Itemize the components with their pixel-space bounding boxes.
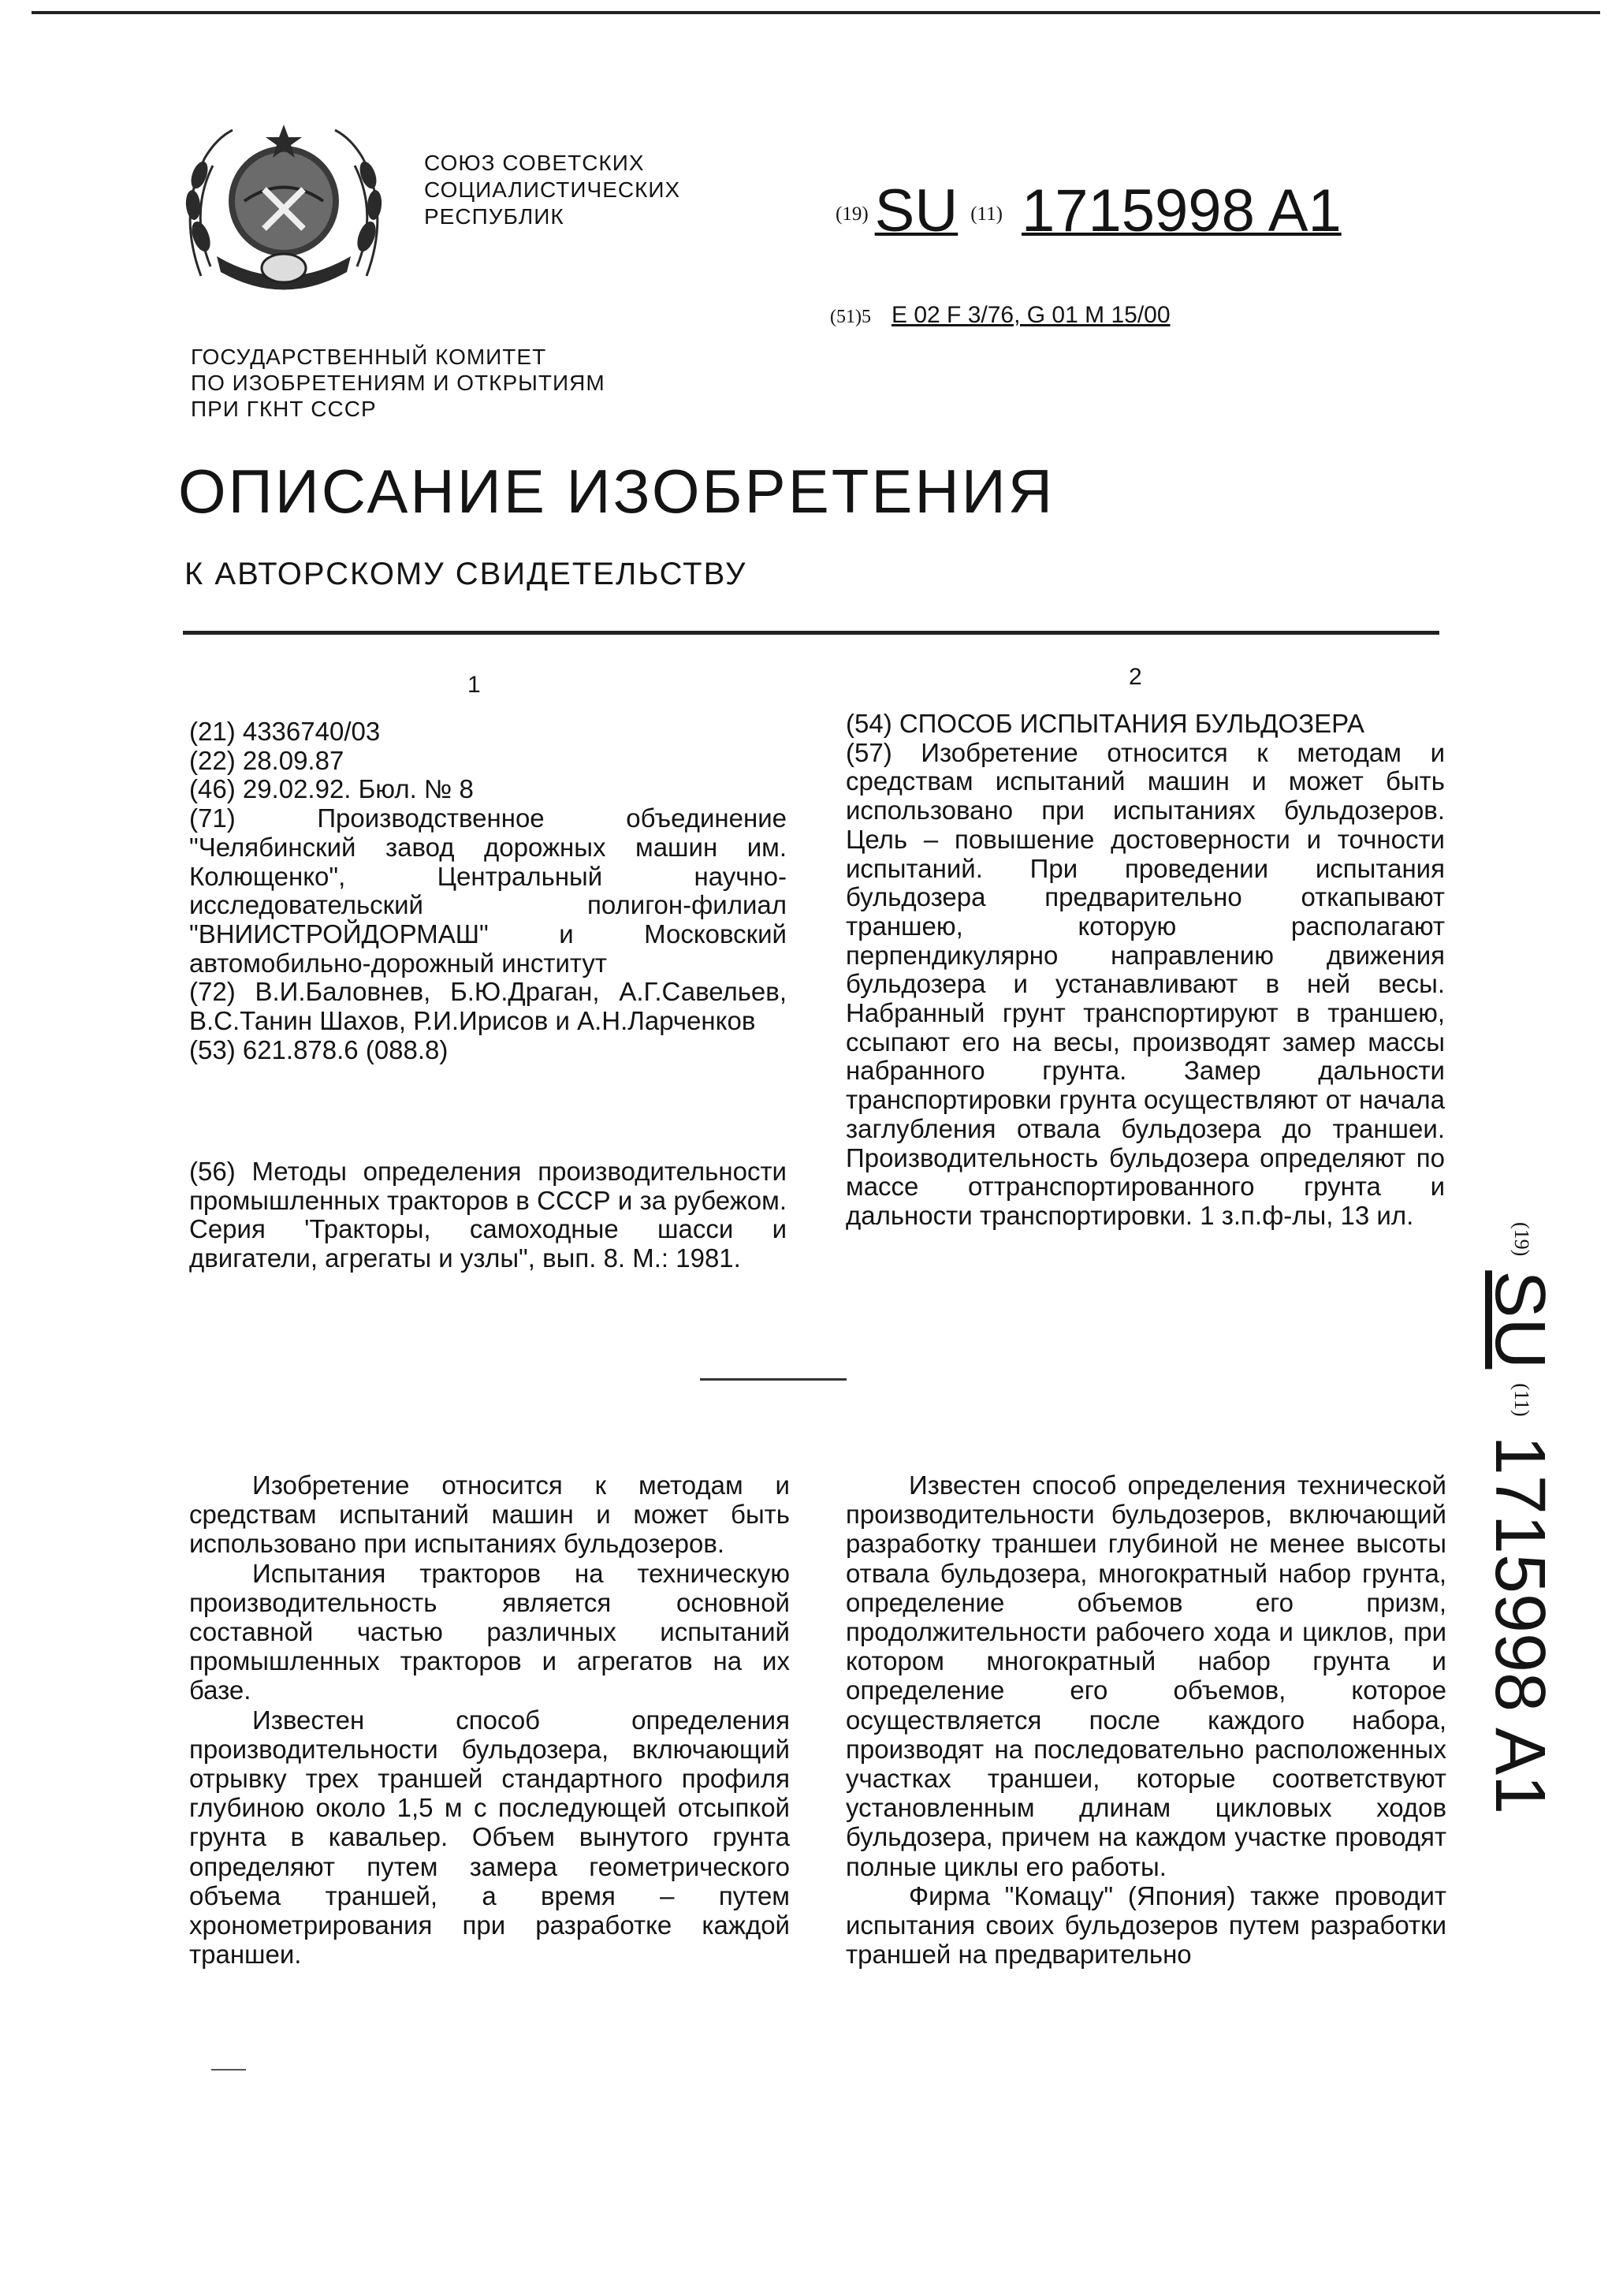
publication-number-block [836,177,1342,246]
union-name [424,150,680,230]
document-subtitle: К АВТОРСКОМУ СВИДЕТЕЛЬСТВУ [184,557,747,591]
side-code-19: (19) [1510,1222,1533,1257]
column-number-right: 2 [1129,664,1142,690]
body-paragraph: Фирма "Комацу" (Япония) также проводит испытания своих бульдозеров путем разработки траншей на предварительно [846,1880,1446,1970]
bibliographic-data [189,718,787,1064]
code-11: (11) [970,203,1003,225]
ipc-code: (51)5 [830,307,871,327]
biblio-entry: (71) Производственное объединение "Челябинский завод дорожных машин им. Колющенко", Центральный научно-исследовательский полигон-филиал "ВНИИСТРОЙДОРМАШ" и Московский автомобильно-дорожный институт [189,803,787,978]
biblio-entry: (46) 29.02.92. Бюл. № 8 [189,774,474,804]
ipc-value: E 02 F 3/76, G 01 M 15/00 [891,302,1171,328]
body-paragraph: Испытания тракторов на техническую производительность является основной составной частью различных испытаний промышленных тракторов и агрегатов на их базе. [189,1558,790,1705]
abstract-divider [700,1378,847,1381]
committee-line: ГОСУДАРСТВЕННЫЙ КОМИТЕТ [191,345,547,369]
union-line: СОЦИАЛИСТИЧЕСКИХ [424,177,681,202]
abstract [846,710,1445,1231]
body-column-left [189,1470,790,1969]
side-publication-text [1480,1222,1561,1814]
side-publication-number [1482,1222,1561,1829]
committee-name [191,344,605,422]
body-paragraph: Известен способ определения производительности бульдозера, включающий отрывку трех траншей стандартного профиля глубиною около 1,5 м с последующей отсыпкой грунта в кавальер. Объем вынутого грунта определяют путем замера геометрического объема траншей, а время – путем хронометрирования при разработке каждой траншеи. [189,1705,790,1970]
body-column-right [846,1470,1446,1969]
committee-line: ПРИ ГКНТ СССР [191,397,377,421]
ipc-classification [830,302,1171,329]
top-border-line [32,11,1600,14]
code-19: (19) [836,203,869,225]
header-divider [183,631,1439,635]
biblio-entry: (22) 28.09.87 [189,745,344,775]
side-code-11: (11) [1510,1383,1533,1417]
body-paragraph: Изобретение относится к методам и средствам испытаний машин и может быть использовано при испытаниях бульдозеров. [189,1470,790,1559]
abstract-title: (54) СПОСОБ ИСПЫТАНИЯ БУЛЬДОЗЕРА [846,709,1364,738]
ussr-emblem-icon [169,118,398,300]
committee-line: ПО ИЗОБРЕТЕНИЯМ И ОТКРЫТИЯМ [191,371,605,395]
side-patent-number: 1715998 A1 [1480,1435,1559,1815]
column-number-left: 1 [467,672,481,698]
patent-number: 1715998 A1 [1021,177,1342,244]
body-paragraph: Известен способ определения технической производительности бульдозеров, включающий разработку траншеи глубиной не менее высоты отвала бульдозера, многократный набор грунта, определение объемов его призм, продолжительности рабочего хода и циклов, при котором многократный набор грунта и определение его объемов, которое осуществляется после каждого набора, производят на последовательно расположенных участках траншеи, которые соответствуют установленным длинам цикловых ходов бульдозера, причем на каждом участке проводят полные циклы его работы. [846,1470,1446,1881]
reference-56: (56) Методы определения производительности промышленных тракторов в СССР и за рубежом. Серия 'Тракторы, самоходные шасси и двигатели, агрегаты и узлы", вып. 8. М.: 1981. [189,1157,787,1273]
union-line: СОЮЗ СОВЕТСКИХ [424,151,645,175]
union-line: РЕСПУБЛИК [424,204,564,229]
biblio-entry: (53) 621.878.6 (088.8) [189,1034,449,1064]
document-title: ОПИСАНИЕ ИЗОБРЕТЕНИЯ [178,457,1055,526]
biblio-entry: (72) В.И.Баловнев, Б.Ю.Драган, А.Г.Савельев, В.С.Танин Шахов, Р.И.Ирисов и А.Н.Ларченков [189,977,787,1036]
country-code: SU [874,177,959,244]
footer-mark [211,2069,246,2070]
abstract-text: (57) Изобретение относится к методам и средствам испытаний машин и может быть использовано при испытаниях бульдозеров. Цель – повышение достоверности и точности испытаний. При проведении испытания бульдозера предварительно откапывают траншею, которую располагают перпендикулярно направлению движения бульдозера и устанавливают в ней весы. Набранный грунт транспортируют в траншею, ссыпают его на весы, производят замер массы набранного грунта. Замер дальности транспортировки грунта осуществляют от начала заглубления отвала бульдозера до траншеи. Производительность бульдозера определяют по массе оттранспортированного грунта и дальности транспортировки. 1 з.п.ф-лы, 13 ил. [846,737,1445,1230]
biblio-entry: (21) 4336740/03 [189,717,381,746]
side-country-code: SU [1480,1270,1559,1370]
